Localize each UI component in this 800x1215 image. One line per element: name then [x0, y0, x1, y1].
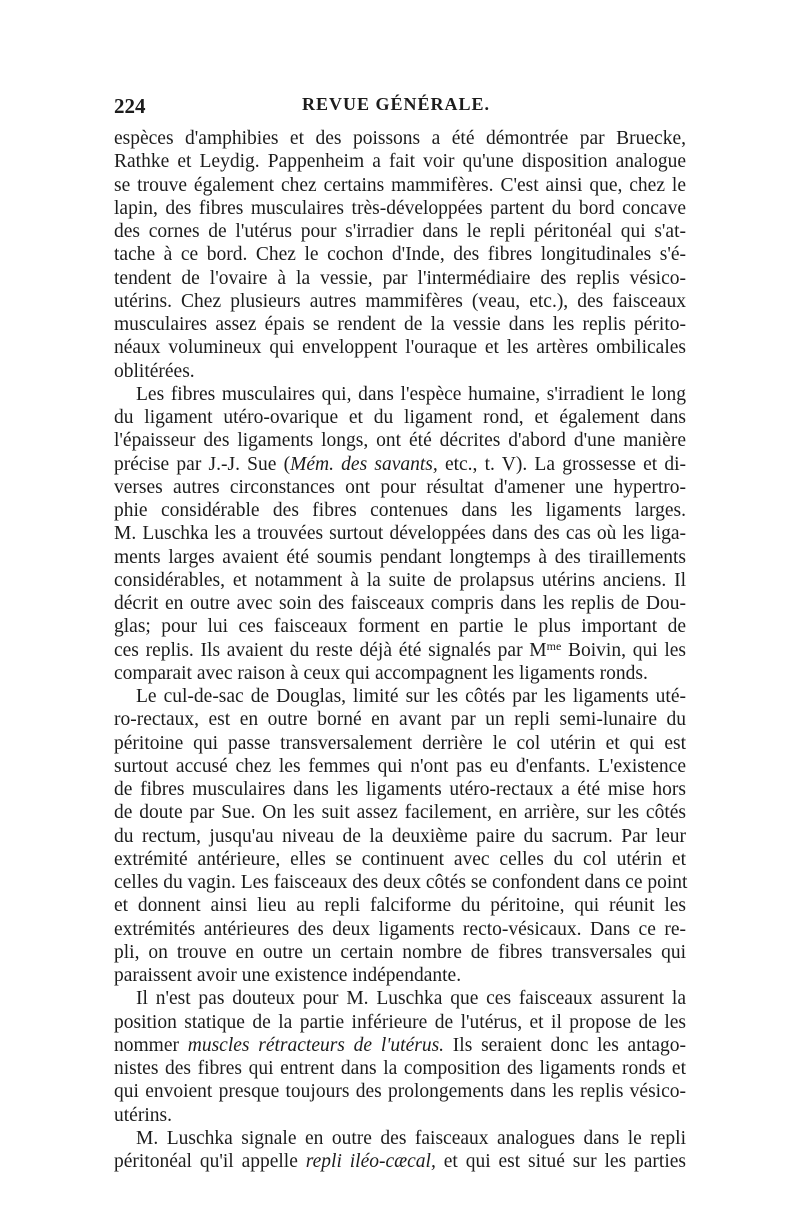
text-run: Ils seraient donc les antago-	[444, 1034, 687, 1056]
text-run: et qui est situé sur les parties	[435, 1151, 686, 1172]
text-line: phie considérable des fibres contenues dans les ligaments larges.	[114, 500, 686, 521]
text-line: position statique de la partie inférieure de l'utérus, et il propose de les	[114, 1011, 686, 1033]
text-line: ro-rectaux, est en outre borné en avant par un repli semi-lunaire du	[114, 709, 686, 731]
superscript: me	[546, 638, 562, 653]
text-line: tendent de l'ovaire à la vessie, par l'intermédiaire des replis vésico-	[114, 267, 686, 289]
text-line: glas; pour lui ces faisceaux forment en partie le plus important de	[114, 616, 686, 638]
text-line: du ligament utéro-ovarique et du ligament rond, et également dans	[114, 407, 686, 428]
text-line: comparait avec raison à ceux qui accompagnent les ligaments ronds.	[114, 662, 648, 684]
text-line: musculaires assez épais se rendent de la vessie dans les replis périto-	[114, 314, 686, 335]
text-line: et donnent ainsi lieu au repli falciforme du péritoine, qui réunit les	[114, 895, 686, 917]
page-number: 224	[114, 94, 146, 118]
text-line: Les fibres musculaires qui, dans l'espèce humaine, s'irradient le long	[136, 383, 686, 405]
text-line: Rathke et Leydig. Pappenheim a fait voir qu'une disposition analogue	[114, 151, 686, 173]
text-line: pli, on trouve en outre un certain nombre de fibres transversales qui	[114, 941, 686, 963]
term-italic: muscles rétracteurs de l'utérus.	[187, 1034, 445, 1056]
text-line: M. Luschka les a trouvées surtout développées dans des cas où les liga-	[114, 523, 686, 545]
text-line: néaux volumineux qui enveloppent l'ouraque et les artères ombilicales	[114, 337, 686, 359]
text-line: celles du vagin. Les faisceaux des deux côtés se confondent dans ce point	[114, 872, 688, 893]
text-line	[114, 1150, 686, 1173]
text-line: M. Luschka signale en outre des faisceaux analogues dans le repli	[136, 1127, 686, 1149]
text-line: lapin, des fibres musculaires très-développées partent du bord concave	[114, 197, 686, 219]
text-line: décrit en outre avec soin des faisceaux compris dans les replis de Dou-	[114, 593, 686, 614]
text-line: tache à ce bord. Chez le cochon d'Inde, des fibres longitudinales s'é-	[114, 244, 686, 266]
text-line: utérins. Chez plusieurs autres mammifères (veau, etc.), des faisceaux	[114, 290, 686, 312]
text-line: de doute par Sue. On les suit assez facilement, en arrière, sur les côtés	[114, 802, 686, 824]
text-run: précise par J.-J. Sue (	[114, 453, 291, 475]
text-line: Il n'est pas douteux pour M. Luschka que ces faisceaux assurent la	[136, 988, 686, 1010]
text-run: ces replis. Ils avaient du reste déjà été signalés par M	[114, 639, 547, 661]
text-line: nistes des fibres qui entrent dans la composition des ligaments ronds et	[114, 1058, 686, 1079]
text-line: du rectum, jusqu'au niveau de la deuxième paire du sacrum. Par leur	[114, 825, 686, 847]
text-line: surtout accusé chez les femmes qui n'ont pas eu d'enfants. L'existence	[114, 755, 686, 777]
text-line: de fibres musculaires dans les ligaments utéro-rectaux a été mise hors	[114, 779, 686, 800]
text-line: verses autres circonstances ont pour résultat d'amener une hypertro-	[114, 476, 686, 498]
text-line: oblitérées.	[114, 360, 195, 382]
text-line: considérables, et notamment à la suite de prolapsus utérins anciens. Il	[114, 569, 686, 591]
text-line: péritoine qui passe transversalement derrière le col utérin et qui est	[114, 732, 686, 754]
citation-italic: Mém. des savants,	[290, 453, 438, 475]
text-line: se trouve également chez certains mammifères. C'est ainsi que, chez le	[114, 174, 686, 196]
text-run: nommer	[114, 1034, 188, 1056]
text-line: utérins.	[114, 1104, 172, 1126]
running-title: REVUE GÉNÉRALE.	[302, 94, 491, 114]
text-line: extrémités antérieures des deux ligaments recto-vésicaux. Dans ce re-	[114, 918, 686, 940]
text-line: extrémité antérieure, elles se continuent avec celles du col utérin et	[114, 848, 686, 870]
text-run: Boivin, qui les	[561, 639, 686, 661]
text-line: Le cul-de-sac de Douglas, limité sur les côtés par les ligaments uté-	[136, 686, 686, 707]
text-line: des cornes de l'utérus pour s'irradier dans le repli péritonéal qui s'at-	[114, 221, 686, 242]
text-line: ments larges avaient été soumis pendant longtemps à des tiraillements	[114, 546, 686, 568]
text-line: paraissent avoir une existence indépendante.	[114, 965, 462, 986]
text-line: qui envoient presque toujours des prolongements dans les replis vésico-	[114, 1081, 686, 1103]
text-run: péritonéal qu'il appelle	[114, 1151, 306, 1172]
text-line: l'épaisseur des ligaments longs, ont été décrites d'abord d'une manière	[114, 430, 686, 452]
text-line: espèces d'amphibies et des poissons a été démontrée par Bruecke,	[114, 128, 686, 149]
body-text	[114, 127, 686, 1173]
text-line	[114, 639, 686, 662]
text-run: etc., t. V). La grossesse et di-	[437, 453, 687, 475]
text-line	[114, 1034, 686, 1057]
text-line	[114, 453, 686, 476]
term-italic: repli iléo-cæcal,	[305, 1151, 436, 1172]
page-header	[114, 94, 684, 124]
